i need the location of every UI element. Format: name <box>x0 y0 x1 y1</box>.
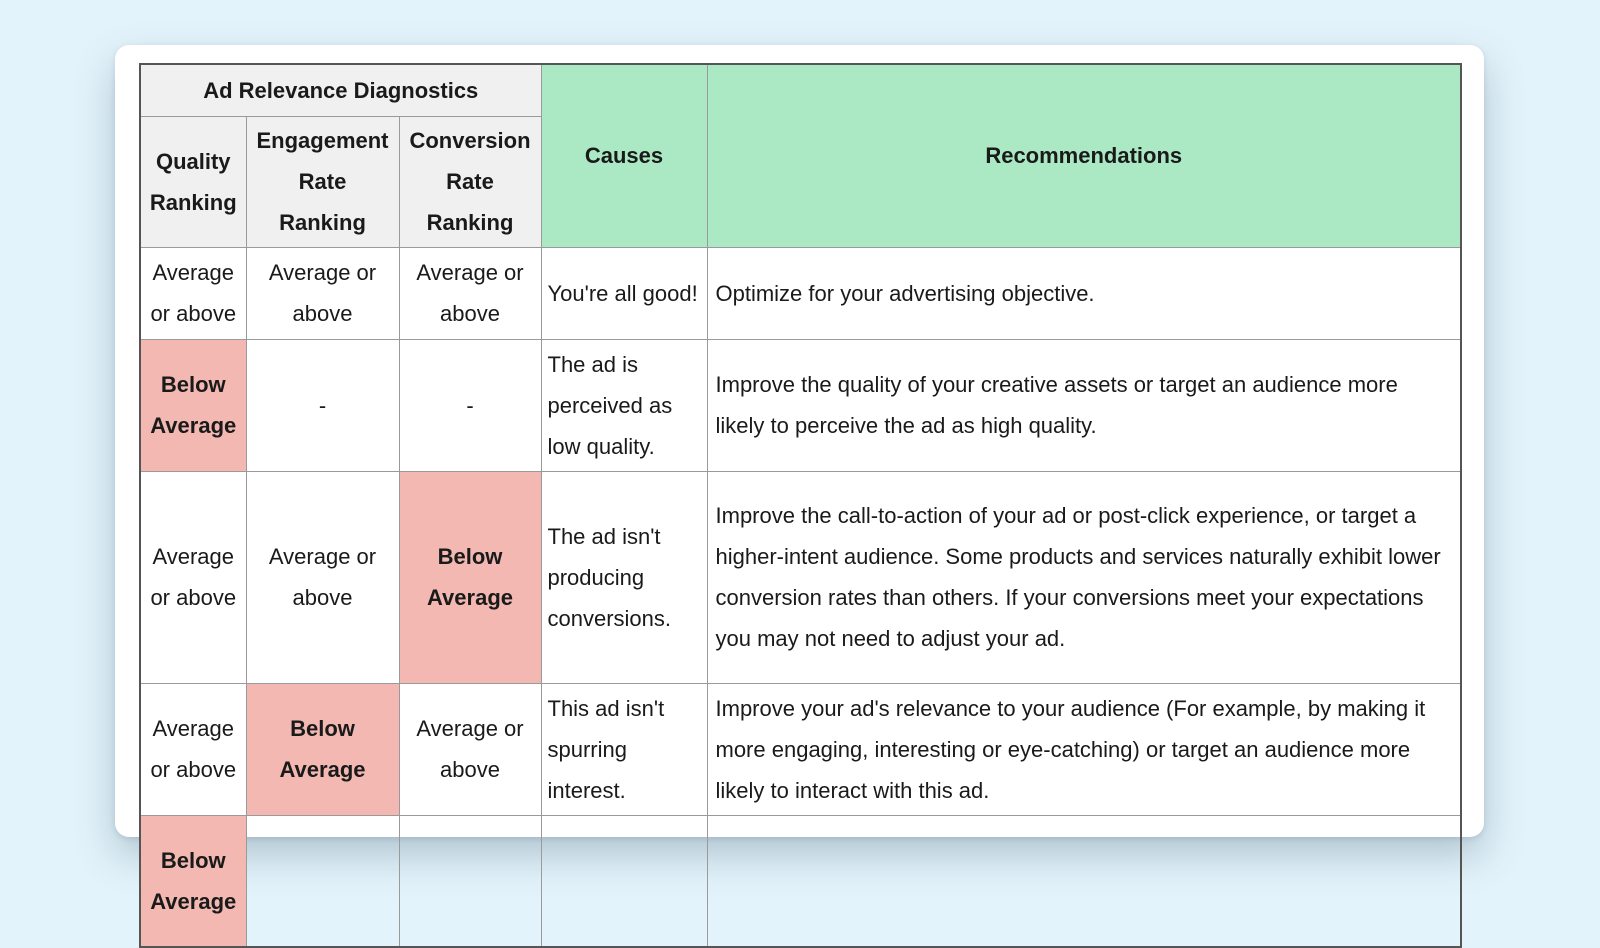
engagement-cell: Average or above <box>246 247 399 339</box>
cause-cell <box>541 815 707 947</box>
ad-relevance-table <box>139 63 1462 948</box>
conversion-cell: Average or above <box>399 683 541 815</box>
engagement-cell: Below Average <box>246 683 399 815</box>
quality-cell: Average or above <box>140 247 246 339</box>
recommendation-cell: Improve the quality of your creative assets or target an audience more likely to perceive the ad as high quality. <box>707 339 1461 471</box>
conversion-cell: Below Average <box>399 471 541 683</box>
cause-cell: This ad isn't spurring interest. <box>541 683 707 815</box>
conversion-cell: Average or above <box>399 247 541 339</box>
recommendation-cell <box>707 815 1461 947</box>
table-row <box>140 683 1461 815</box>
header-causes: Causes <box>541 64 707 247</box>
cause-cell: The ad is perceived as low quality. <box>541 339 707 471</box>
table-viewport <box>139 63 1460 914</box>
header-quality-ranking: Quality Ranking <box>140 116 246 247</box>
engagement-cell: Average or above <box>246 471 399 683</box>
table-row <box>140 471 1461 683</box>
quality-cell: Below Average <box>140 339 246 471</box>
header-recommendations: Recommendations <box>707 64 1461 247</box>
cause-cell: The ad isn't producing conversions. <box>541 471 707 683</box>
conversion-cell: - <box>399 339 541 471</box>
recommendation-cell: Optimize for your advertising objective. <box>707 247 1461 339</box>
group-header-diagnostics: Ad Relevance Diagnostics <box>140 64 541 116</box>
recommendation-cell: Improve the call-to-action of your ad or post-click experience, or target a higher-intent audience. Some products and services naturally exhibit lower conversion rates than others. If your conversions meet your expectations you may not need to adjust your ad. <box>707 471 1461 683</box>
quality-cell: Average or above <box>140 683 246 815</box>
conversion-cell <box>399 815 541 947</box>
table-row <box>140 815 1461 947</box>
header-engagement-rate-ranking: Engagement Rate Ranking <box>246 116 399 247</box>
engagement-cell: - <box>246 339 399 471</box>
recommendation-cell: Improve your ad's relevance to your audience (For example, by making it more engaging, interesting or eye-catching) or target an audience more likely to interact with this ad. <box>707 683 1461 815</box>
cause-cell: You're all good! <box>541 247 707 339</box>
table-row <box>140 339 1461 471</box>
quality-cell: Average or above <box>140 471 246 683</box>
screenshot-card <box>115 45 1484 914</box>
header-conversion-rate-ranking: Conversion Rate Ranking <box>399 116 541 247</box>
quality-cell: Below Average <box>140 815 246 947</box>
engagement-cell <box>246 815 399 947</box>
table-row <box>140 247 1461 339</box>
